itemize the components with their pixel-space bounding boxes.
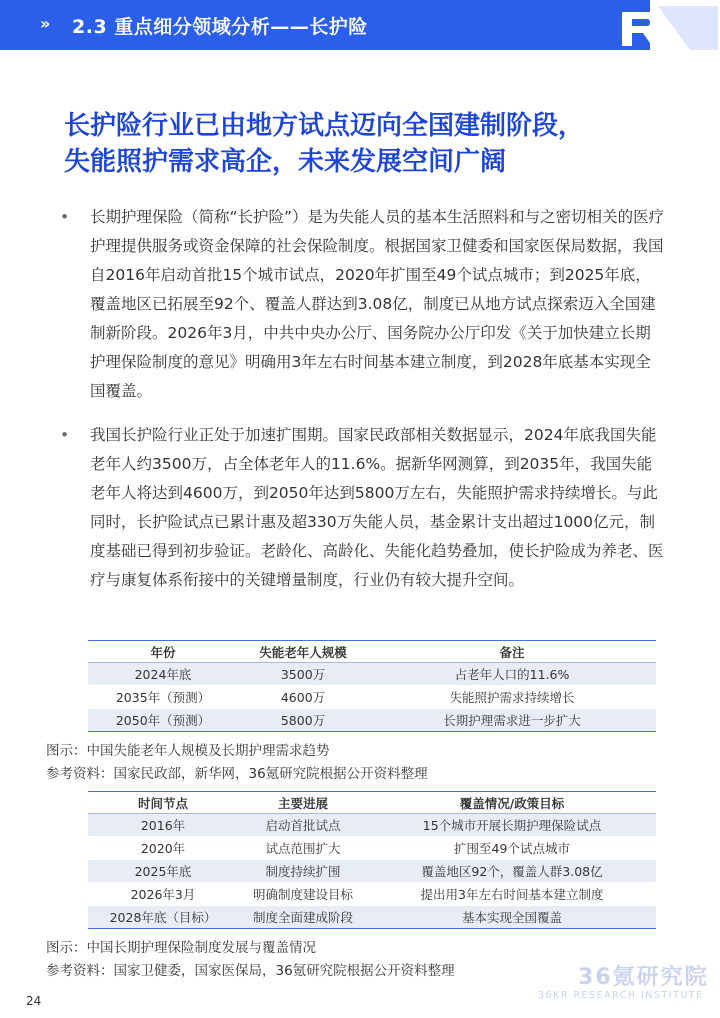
table-cell: 2026年3月 xyxy=(88,883,238,906)
table-header-cell: 失能老年人规模 xyxy=(238,641,368,663)
table-cell: 2035年（预测） xyxy=(88,686,238,709)
bullet-marker: • xyxy=(60,208,70,226)
bullet-paragraph xyxy=(60,421,670,631)
table-header-cell: 覆盖情况/政策目标 xyxy=(368,792,656,814)
table-cell: 启动首批试点 xyxy=(238,814,368,837)
disabled-elderly-table xyxy=(88,640,656,732)
chevron-right-icon: » xyxy=(40,14,51,33)
table-header-cell: 时间节点 xyxy=(88,792,238,814)
table-header-row xyxy=(88,641,656,663)
table-cell: 2016年 xyxy=(88,814,238,837)
table-row xyxy=(88,814,656,837)
figure-source: 参考资料：国家卫健委，国家医保局，36氪研究院根据公开资料整理 xyxy=(46,963,455,979)
bullet-text: 我国长护险行业正处于加速扩围期。国家民政部相关数据显示，2024年底我国失能老年人约3500万，占全体老年人的11.6%。据新华网测算，到2035年，我国失能老年人将达到4600万，到2050年达到5800万左右，失能照护需求持续增长。与此同时，长护险试点已累计惠及超330万失能人员，基金累计支出超过1000亿元，制度基础已得到初步验证。老龄化、高龄化、失能化趋势叠加，使长护险成为养老、医疗与康复体系衔接中的关键增量制度，行业仍有较大提升空间。 xyxy=(90,426,664,589)
table-cell: 制度全面建成阶段 xyxy=(238,906,368,929)
table-cell: 扩围至49个试点城市 xyxy=(368,837,656,860)
logo-icon xyxy=(618,6,718,50)
table-header-row xyxy=(88,792,656,814)
table-cell: 长期护理需求进一步扩大 xyxy=(368,709,656,732)
table-cell: 覆盖地区92个，覆盖人群3.08亿 xyxy=(368,860,656,883)
figure-caption: 图示：中国失能老年人规模及长期护理需求趋势 xyxy=(46,743,330,759)
table-cell: 2028年底（目标） xyxy=(88,906,238,929)
bullet-marker: • xyxy=(60,426,70,444)
bullet-text: 长期护理保险（简称“长护险”）是为失能人员的基本生活照料和与之密切相关的医疗护理提供服务或资金保障的社会保险制度。根据国家卫健委和国家医保局数据，我国自2016年启动首批15个城市试点，2020年扩围至49个试点城市；到2025年底，覆盖地区已拓展至92个、覆盖人群达到3.08亿，制度已从地方试点探索迈入全国建制新阶段。2026年3月，中共中央办公厅、国务院办公厅印发《关于加快建立长期护理保险制度的意见》明确用3年左右时间基本建立制度，到2028年底基本实现全国覆盖。 xyxy=(90,208,665,400)
table-row xyxy=(88,686,656,709)
table-cell: 4600万 xyxy=(238,686,368,709)
table-cell: 5800万 xyxy=(238,709,368,732)
section-title: 2.3 重点细分领域分析——长护险 xyxy=(72,16,368,38)
table-cell: 明确制度建设目标 xyxy=(238,883,368,906)
table-cell: 占老年人口的11.6% xyxy=(368,663,656,686)
table-row xyxy=(88,883,656,906)
table-row xyxy=(88,837,656,860)
table-cell: 失能照护需求持续增长 xyxy=(368,686,656,709)
table-header-cell: 备注 xyxy=(368,641,656,663)
table-row xyxy=(88,663,656,686)
table-cell: 2024年底 xyxy=(88,663,238,686)
table-row xyxy=(88,906,656,929)
bullet-paragraph xyxy=(60,203,670,408)
headline-line-2: 失能照护需求高企，未来发展空间广阔 xyxy=(64,147,507,177)
page-number: 24 xyxy=(26,994,42,1008)
table-cell: 制度持续扩围 xyxy=(238,860,368,883)
table-row xyxy=(88,709,656,732)
figure-source: 参考资料：国家民政部，新华网，36氪研究院根据公开资料整理 xyxy=(46,766,428,782)
watermark-subtitle: 36KR RESEARCH INSTITUTE xyxy=(538,990,704,1001)
table-cell: 2020年 xyxy=(88,837,238,860)
watermark-logo: 36氪研究院 xyxy=(578,965,709,990)
figure-caption: 图示：中国长期护理保险制度发展与覆盖情况 xyxy=(46,940,316,956)
table-header-cell: 主要进展 xyxy=(238,792,368,814)
table-cell: 2050年（预测） xyxy=(88,709,238,732)
table-row xyxy=(88,860,656,883)
table-cell: 15个城市开展长期护理保险试点 xyxy=(368,814,656,837)
page-headline xyxy=(64,108,684,180)
ltci-development-table xyxy=(88,791,656,929)
headline-line-1: 长护险行业已由地方试点迈向全国建制阶段， xyxy=(64,111,585,141)
table-cell: 3500万 xyxy=(238,663,368,686)
table-cell: 2025年底 xyxy=(88,860,238,883)
table-header-cell: 年份 xyxy=(88,641,238,663)
table-cell: 提出用3年左右时间基本建立制度 xyxy=(368,883,656,906)
table-cell: 基本实现全国覆盖 xyxy=(368,906,656,929)
table-cell: 试点范围扩大 xyxy=(238,837,368,860)
